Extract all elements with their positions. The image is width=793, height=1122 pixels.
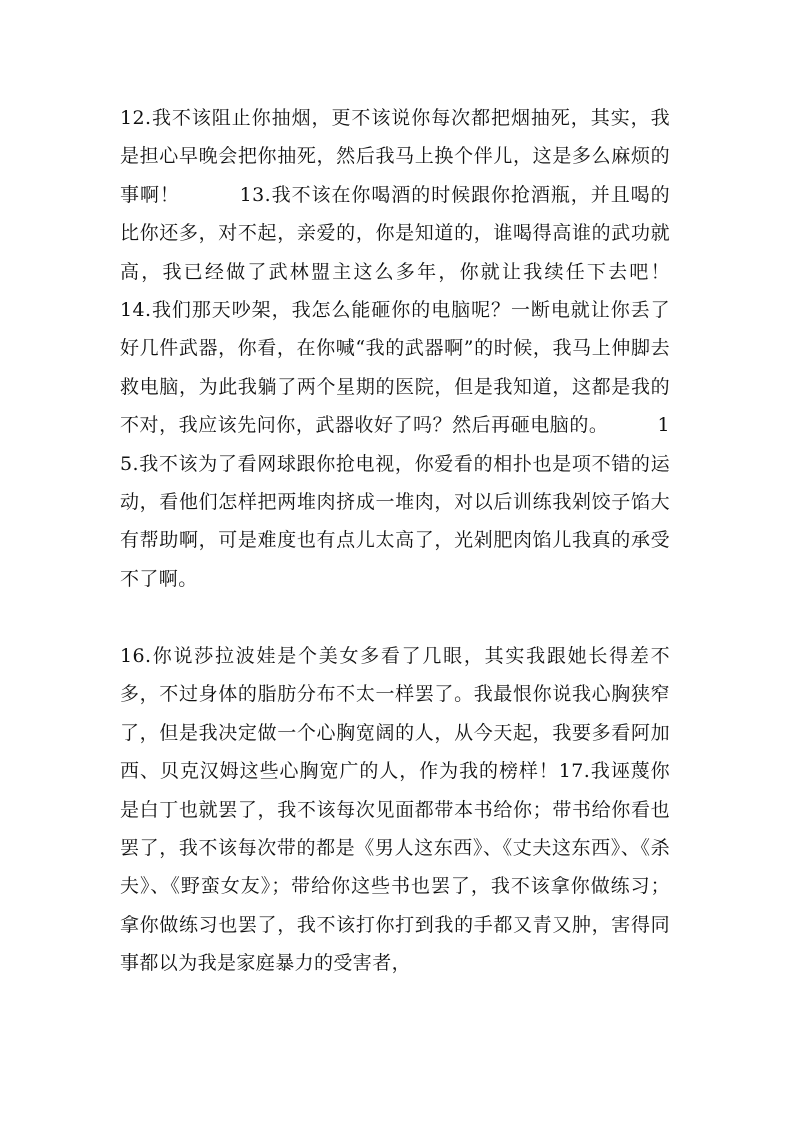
body-paragraph-1: 12.我不该阻止你抽烟，更不该说你每次都把烟抽死，其实，我是担心早晚会把你抽死，然后我马上换个伴儿，这是多么麻烦的事啊！ 13.我不该在你喝酒的时候跟你抢酒瓶，并且喝的比你还多，对不起，亲爱的，你是知道的，谁喝得高谁的武功就高，我已经做了武林盟主这么多年，你就让我续任下去吧！ 14.我们那天吵架，我怎么能砸你的电脑呢？一断电就让你丢了好几件武器，你看，在你喊“我的武器啊”的时候，我马上伸脚去救电脑，为此我躺了两个星期的医院，但是我知道，这都是我的不对，我应该先问你，武器收好了吗？然后再砸电脑的。 15.我不该为了看网球跟你抢电视，你爱看的相扑也是项不错的运动，看他们怎样把两堆肉挤成一堆肉，对以后训练我剁饺子馅大有帮助啊，可是难度也有点儿太高了，光剁肥肉馅儿我真的承受不了啊。	[120, 107, 729, 590]
body-paragraph-2: 16.你说莎拉波娃是个美女多看了几眼，其实我跟她长得差不多，不过身体的脂肪分布不太一样罢了。我最恨你说我心胸狭窄了，但是我决定做一个心胸宽阔的人，从今天起，我要多看阿加西、贝克汉姆这些心胸宽广的人，作为我的榜样！17.我诬蔑你是白丁也就罢了，我不该每次见面都带本书给你；带书给你看也罢了，我不该每次带的都是《男人这东西》、《丈夫这东西》、《杀夫》、《野蛮女友》；带给你这些书也罢了，我不该拿你做练习；拿你做练习也罢了，我不该打你打到我的手都又青又肿，害得同事都以为我是家庭暴力的受害者，	[120, 645, 670, 975]
